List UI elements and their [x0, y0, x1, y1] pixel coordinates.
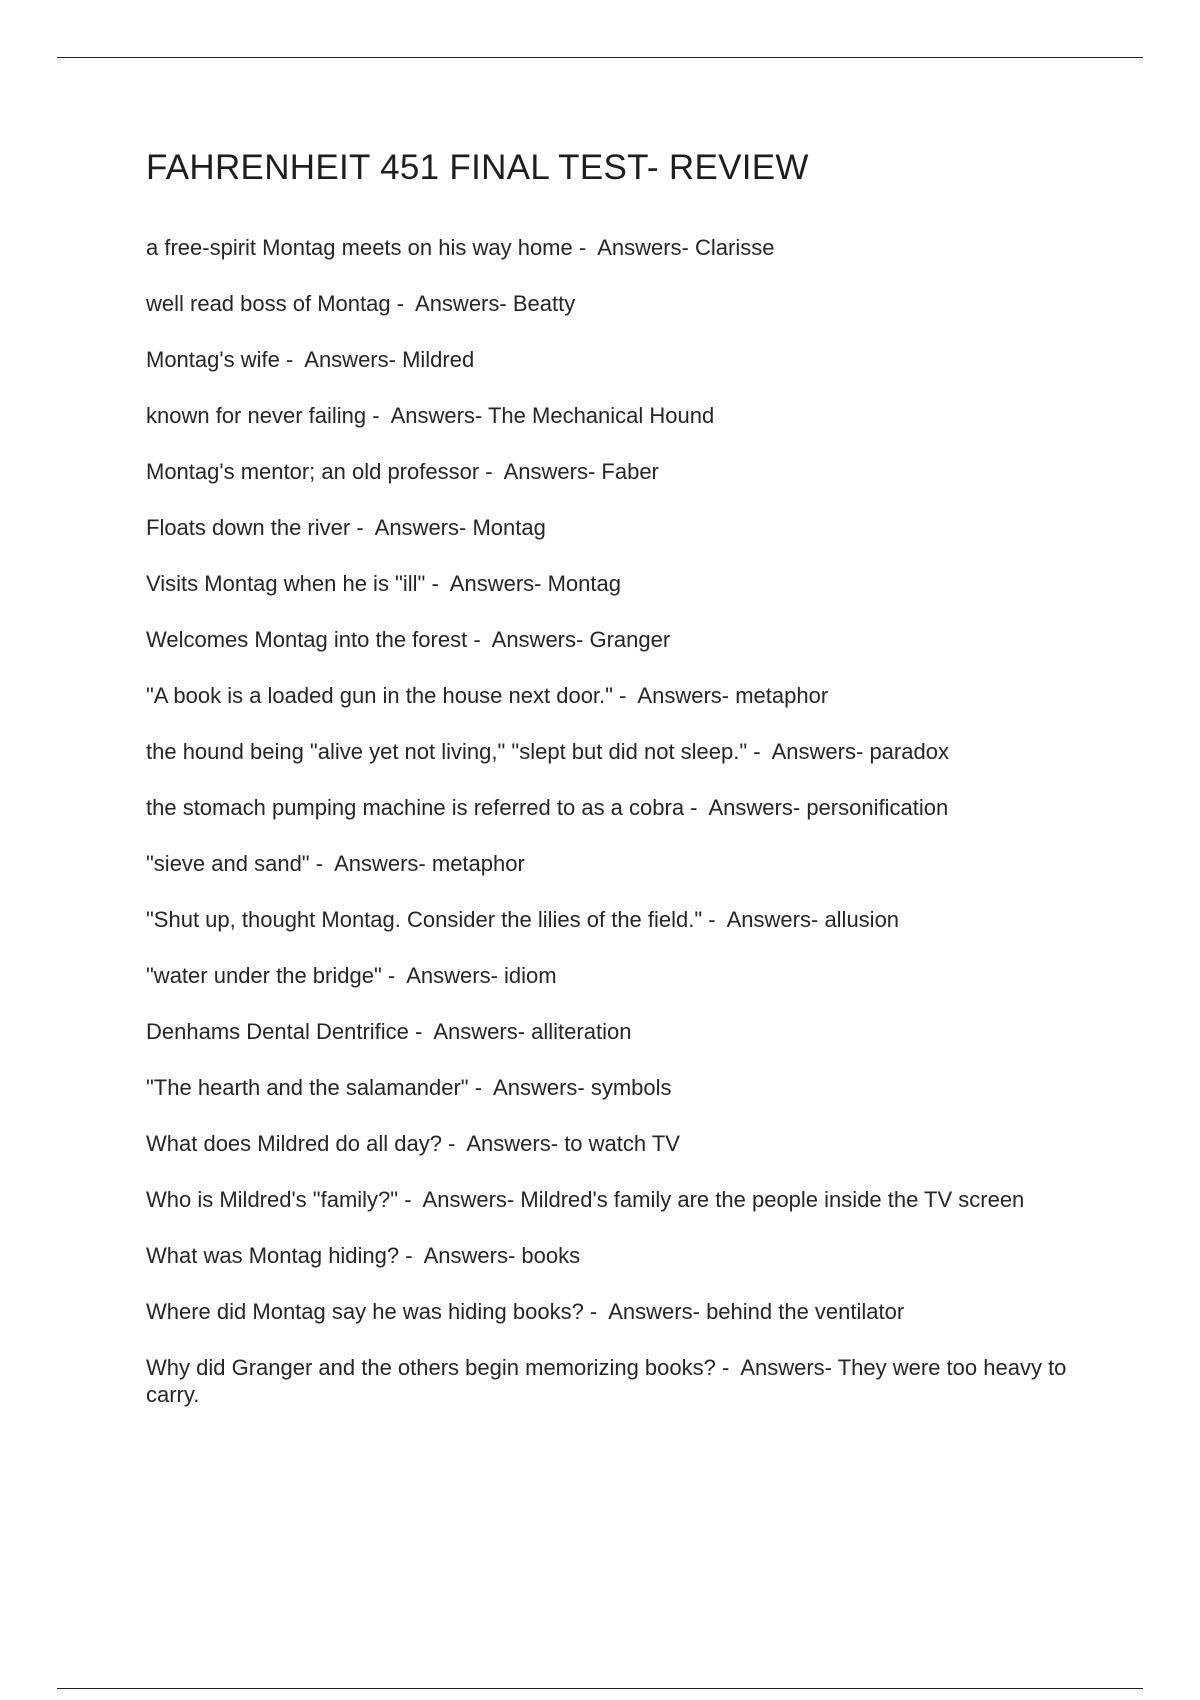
answer-separator: - Answers-	[467, 627, 590, 652]
qa-item	[146, 794, 1086, 821]
question-text: Montag's mentor; an old professor	[146, 459, 480, 484]
question-text: the stomach pumping machine is referred to as a cobra	[146, 795, 685, 820]
qa-item	[146, 1130, 1086, 1157]
answer-separator: - Answers-	[468, 1075, 591, 1100]
answer-text: The Mechanical Hound	[487, 403, 715, 428]
answer-separator: - Answers-	[583, 1299, 707, 1324]
answer-separator: - Answers-	[425, 571, 548, 596]
answer-text: Mildred	[402, 347, 475, 372]
answer-text: alliteration	[531, 1019, 632, 1044]
question-text: "Shut up, thought Montag. Consider the lilies of the field."	[146, 907, 703, 932]
qa-item	[146, 458, 1086, 485]
question-text: a free-spirit Montag meets on his way home	[146, 235, 573, 260]
answer-text: to watch TV	[564, 1131, 680, 1156]
qa-item	[146, 1186, 1086, 1213]
answer-separator: - Answers-	[747, 739, 870, 764]
question-text: Visits Montag when he is "ill"	[146, 571, 426, 596]
qa-list	[146, 234, 1086, 1408]
qa-item	[146, 346, 1086, 373]
question-text: Floats down the river	[146, 515, 351, 540]
qa-item	[146, 626, 1086, 653]
answer-separator: - Answers-	[408, 1019, 532, 1044]
answer-separator: - Answers-	[441, 1131, 565, 1156]
question-text: the hound being "alive yet not living," "slept but did not sleep."	[146, 739, 748, 764]
answer-text: Montag	[472, 515, 546, 540]
answer-text: They were too heavy to carry.	[146, 1355, 1067, 1407]
answer-separator: - Answers-	[309, 851, 432, 876]
answer-separator: - Answers-	[572, 235, 695, 260]
answer-separator: - Answers-	[350, 515, 473, 540]
qa-item	[146, 962, 1086, 989]
top-rule	[57, 57, 1143, 58]
document-body	[146, 140, 1086, 1437]
answer-separator: - Answers-	[684, 795, 807, 820]
question-text: What was Montag hiding?	[146, 1243, 400, 1268]
answer-text: personification	[806, 795, 949, 820]
qa-item	[146, 1242, 1086, 1269]
answer-text: Montag	[547, 571, 621, 596]
qa-item	[146, 402, 1086, 429]
question-text: "water under the bridge"	[146, 963, 382, 988]
qa-item	[146, 1298, 1086, 1325]
answer-text: symbols	[590, 1075, 672, 1100]
qa-item	[146, 234, 1086, 261]
question-text: known for never failing	[146, 403, 367, 428]
answer-separator: - Answers-	[479, 459, 602, 484]
answer-separator: - Answers-	[390, 291, 513, 316]
question-text: "A book is a loaded gun in the house next door."	[146, 683, 613, 708]
qa-item	[146, 1354, 1086, 1408]
question-text: Montag's wife	[146, 347, 280, 372]
answer-separator: - Answers-	[279, 347, 403, 372]
answer-text: allusion	[824, 907, 900, 932]
answer-separator: - Answers-	[399, 1243, 522, 1268]
qa-item	[146, 1018, 1086, 1045]
qa-item	[146, 1074, 1086, 1101]
qa-item	[146, 906, 1086, 933]
question-text: Who is Mildred's "family?"	[146, 1187, 399, 1212]
answer-separator: - Answers-	[612, 683, 736, 708]
answer-text: books	[521, 1243, 581, 1268]
answer-text: idiom	[504, 963, 557, 988]
answer-separator: - Answers-	[366, 403, 488, 428]
answer-text: Beatty	[512, 291, 576, 316]
qa-item	[146, 514, 1086, 541]
answer-separator: - Answers-	[715, 1355, 838, 1380]
question-text: "sieve and sand"	[146, 851, 310, 876]
answer-text: paradox	[869, 739, 949, 764]
answer-text: Faber	[601, 459, 659, 484]
answer-text: metaphor	[431, 851, 525, 876]
question-text: Where did Montag say he was hiding books?	[146, 1299, 584, 1324]
question-text: Why did Granger and the others begin memorizing books?	[146, 1355, 716, 1380]
qa-item	[146, 290, 1086, 317]
answer-text: metaphor	[735, 683, 829, 708]
answer-text: Granger	[589, 627, 671, 652]
bottom-rule	[57, 1688, 1143, 1689]
question-text: "The hearth and the salamander"	[146, 1075, 469, 1100]
qa-item	[146, 850, 1086, 877]
answer-text: Clarisse	[695, 235, 775, 260]
document-title: FAHRENHEIT 451 FINAL TEST- REVIEW	[146, 148, 809, 187]
qa-item	[146, 570, 1086, 597]
answer-text: Mildred's family are the people inside the TV screen	[520, 1187, 1025, 1212]
question-text: What does Mildred do all day?	[146, 1131, 442, 1156]
answer-separator: - Answers-	[398, 1187, 521, 1212]
question-text: well read boss of Montag	[146, 291, 391, 316]
qa-item	[146, 738, 1086, 765]
answer-separator: - Answers-	[702, 907, 825, 932]
answer-text: behind the ventilator	[706, 1299, 905, 1324]
question-text: Denhams Dental Dentrifice	[146, 1019, 409, 1044]
question-text: Welcomes Montag into the forest	[146, 627, 468, 652]
answer-separator: - Answers-	[381, 963, 505, 988]
qa-item	[146, 682, 1086, 709]
